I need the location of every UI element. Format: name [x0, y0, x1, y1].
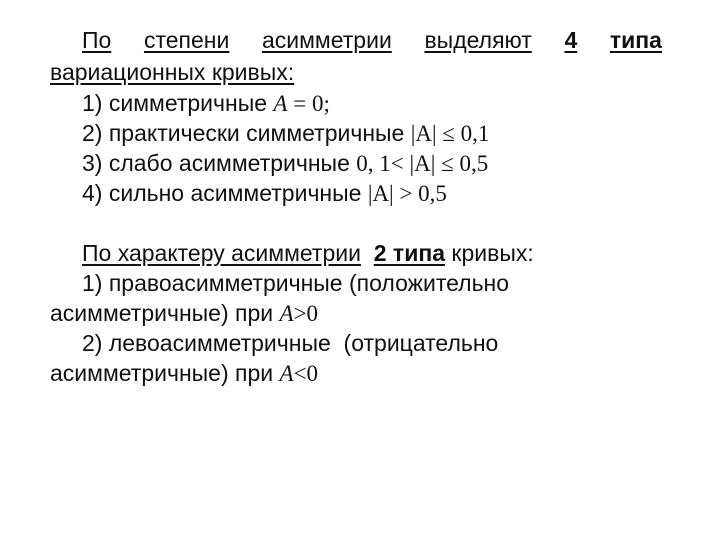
type-item-3 — [82, 148, 488, 179]
intro2-line — [82, 238, 534, 268]
intro-word-bold: 4 — [564, 27, 578, 53]
item-text: 4) сильно асимметричные — [82, 180, 368, 206]
intro-continuation: вариационных кривых: — [50, 59, 295, 85]
type-item-1 — [82, 88, 330, 119]
intro2-bold: 2 типа — [373, 240, 446, 266]
intro2-rest: кривых: — [445, 240, 534, 266]
item-variable: A — [273, 91, 288, 116]
type-item-2 — [82, 118, 489, 149]
asym-item-2-line-1 — [82, 328, 498, 358]
item-math: |A| > 0,5 — [367, 181, 447, 206]
asym-item-1-line-2 — [50, 298, 318, 329]
asym-item-1-line-1 — [82, 268, 509, 298]
item-text: асимметричные) при — [50, 300, 280, 326]
intro-word: выделяют — [424, 27, 532, 53]
item-text: 2) практически симметричные — [82, 120, 411, 146]
type-item-4 — [82, 178, 447, 209]
item-text: 3) слабо асимметричные — [82, 150, 357, 176]
intro-line-1 — [82, 25, 662, 55]
intro-word-bold: типа — [609, 27, 662, 53]
item-math: <0 — [293, 361, 319, 386]
item-text: 1) правоасимметричные (положительно — [82, 270, 510, 296]
intro-word: По — [82, 27, 112, 53]
asym-item-2-line-2 — [50, 358, 318, 389]
item-variable: A — [279, 301, 294, 326]
item-text: 2) левоасимметричные (отрицательно — [82, 330, 499, 356]
item-math: |A| ≤ 0,1 — [410, 121, 490, 146]
item-text: асимметричные) при — [50, 360, 280, 386]
intro-word: степени — [143, 27, 230, 53]
item-math: >0 — [293, 301, 319, 326]
intro-word: асимметрии — [261, 27, 392, 53]
intro-line-2 — [50, 57, 294, 87]
item-math: = 0; — [287, 91, 330, 116]
item-variable: A — [279, 361, 294, 386]
intro2-underlined: По характеру асимметрии — [82, 240, 361, 266]
item-math: 0, 1< |A| ≤ 0,5 — [356, 151, 489, 176]
item-text: 1) симметричные — [82, 90, 274, 116]
